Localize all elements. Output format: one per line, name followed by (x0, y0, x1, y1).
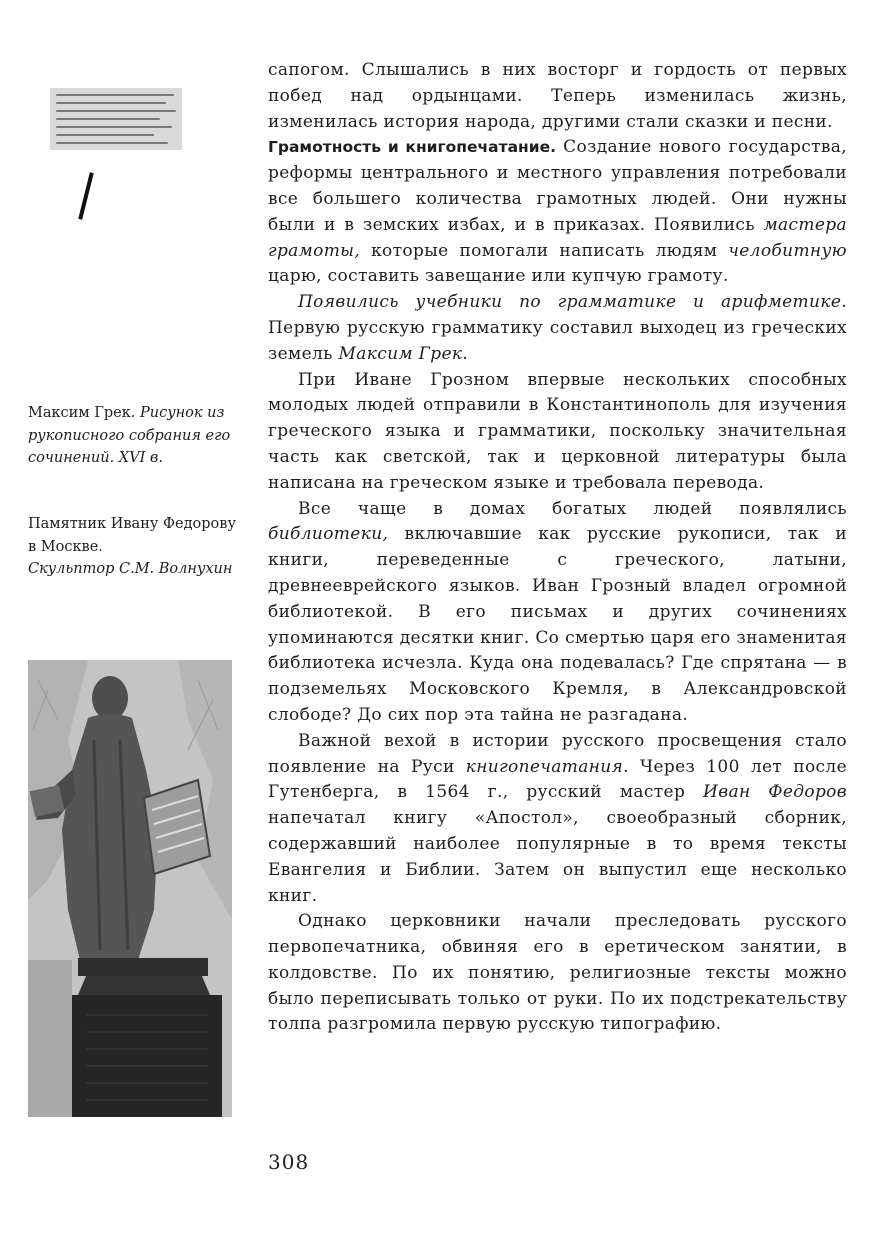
paragraph-text: напечатал книгу «Апостол», своеобразный сборник, содержавший наиболее популярные в то время тексты Евангелия и Библии. Затем он выпустил еще несколько книг. (268, 808, 847, 906)
italic-term: Максим Грек. (338, 343, 469, 364)
page-number: 308 (268, 1150, 310, 1174)
caption-name: Максим Грек. (28, 405, 136, 421)
caption-maxim-grek (28, 402, 238, 470)
italic-term: книгопечатания. (465, 756, 629, 777)
paragraph (268, 368, 847, 497)
paragraph (268, 290, 847, 367)
paragraph-text: Важной вехой в истории русского просвещения стало появление на Руси (268, 730, 847, 777)
caption-sculptor: Скульптор С.М. Волнухин (28, 561, 233, 577)
paragraph-text: Первую русскую грамматику составил выходец из греческих земель (268, 317, 847, 364)
section-heading: Грамотность и книгопечатание. (268, 138, 557, 157)
paragraph-text: Через 100 лет после Гутенберга, в 1564 г., русский мастер (268, 756, 847, 803)
paragraph (268, 909, 847, 1038)
main-text (268, 58, 847, 1038)
italic-term: мастера грамоты, (268, 214, 847, 261)
paragraph-text: При Иване Грозном впервые нескольких способных молодых людей отправили в Константинополь для изучения греческого языка и грамматики, поскольку значительная часть как светской, так и церковной литературы была написана на греческом языке и требовала перевода. (268, 369, 847, 493)
paragraph (268, 729, 847, 910)
paragraph-text: царю, составить завещание или купчую грамоту. (268, 266, 729, 287)
monument-photo-drawing (28, 660, 232, 1117)
caption-description: Рисунок из рукописного собрания его сочинений. XVI в. (28, 405, 231, 466)
paragraph (268, 58, 847, 135)
manuscript-image (50, 88, 182, 150)
slash-mark (78, 172, 93, 220)
italic-term: библиотеки, (268, 524, 389, 545)
paragraph-text: Все чаще в домах богатых людей появлялись (298, 498, 847, 519)
paragraph-text: Однако церковники начали преследовать русского первопечатника, обвиняя его в еретическом занятии, в колдовстве. По их понятию, религиозные тексты можно было переписывать только от руки. По их подстрекательству толпа разгромила первую русскую типографию. (268, 911, 847, 1035)
paragraph-text: сапогом. Слышались в них восторг и гордость от первых побед над ордынцами. Теперь изменилась жизнь, изменилась история народа, другими стали сказки и песни. (268, 60, 847, 132)
paragraph-text: Создание нового государства, реформы центрального и местного управления потребовали все большего количества грамотных людей. Они нужны были и в земских избах, и в приказах. Появились (268, 137, 847, 235)
italic-term: Иван Федоров (703, 782, 848, 803)
italic-term: челобитную (728, 240, 847, 261)
caption-monument (28, 513, 238, 581)
paragraph-text: которые помогали написать людям (360, 240, 729, 261)
paragraph (268, 497, 847, 729)
paragraph-text: включавшие как русские рукописи, так и книги, переведенные с греческого, латыни, древнееврейского языков. Иван Грозный владел огромной библиотекой. В его письмах и других сочинениях упоминаются десятки книг. Со смертью царя его знаменитая библиотека исчезла. Куда она подевалась? Где спрятана — в подземельях Московского Кремля, в Александровской слободе? До сих пор эта тайна не разгадана. (268, 524, 847, 725)
paragraph (268, 135, 847, 290)
monument-photo (28, 660, 232, 1117)
caption-monument-title: Памятник Ивану Федорову в Москве. (28, 516, 236, 555)
italic-term: Появились учебники по грамматике и арифметике. (298, 292, 847, 313)
